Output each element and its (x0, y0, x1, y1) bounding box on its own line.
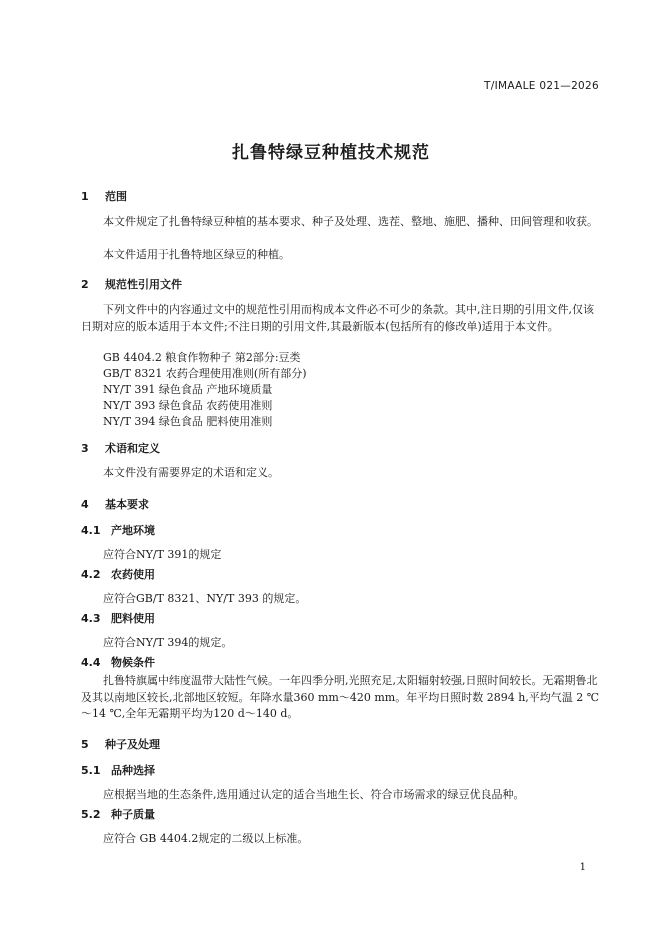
section-3-paragraph-1: 本文件没有需要界定的术语和定义。 (103, 466, 279, 479)
section-number: 5 (81, 738, 89, 751)
section-4-heading (81, 496, 149, 512)
section-title: 范围 (105, 190, 127, 203)
subsection-4-2-heading (81, 566, 155, 582)
subsection-4-4-heading (81, 654, 155, 670)
subsection-4-3-heading (81, 610, 155, 626)
section-number: 3 (81, 442, 89, 455)
page-number: 1 (579, 862, 586, 873)
section-title: 基本要求 (105, 498, 149, 511)
reference-item: GB 4404.2 粮食作物种子 第2部分:豆类 (103, 351, 301, 364)
section-3-heading (81, 440, 160, 456)
subsection-4-1-text: 应符合NY/T 391的规定 (103, 548, 222, 561)
section-5-heading (81, 736, 160, 752)
reference-item: NY/T 394 绿色食品 肥料使用准则 (103, 415, 273, 428)
subsection-5-2-text: 应符合 GB 4404.2规定的二级以上标准。 (103, 832, 309, 845)
subsection-4-4-text: 扎鲁特旗属中纬度温带大陆性气候。一年四季分明,光照充足,太阳辐射较强,日照时间较长。无霜期鲁北及其以南地区较长,北部地区较短。年降水量360 mm～420 mm。年平均日照时数 2894 h,平均气温 2 ℃～14 ℃,全年无霜期平均为120 d～140 d。 (81, 674, 600, 720)
subsection-4-2-text: 应符合GB/T 8321、NY/T 393 的规定。 (103, 592, 307, 605)
subsection-4-1-heading (81, 522, 155, 538)
subsection-number: 5.2 (81, 808, 101, 821)
subsection-title: 物候条件 (111, 656, 155, 669)
reference-item: GB/T 8321 农药合理使用准则(所有部分) (103, 367, 307, 380)
section-number: 1 (81, 190, 89, 203)
subsection-4-3-text: 应符合NY/T 394的规定。 (103, 636, 233, 649)
subsection-title: 肥料使用 (111, 612, 155, 625)
subsection-number: 4.2 (81, 568, 101, 581)
section-number: 2 (81, 278, 89, 291)
subsection-title: 品种选择 (111, 764, 155, 777)
subsection-number: 4.4 (81, 656, 101, 669)
document-title: 扎鲁特绿豆种植技术规范 (232, 143, 430, 163)
subsection-5-1-text: 应根据当地的生态条件,选用通过认定的适合当地生长、符合市场需求的绿豆优良品种。 (103, 788, 525, 801)
reference-item: NY/T 393 绿色食品 农药使用准则 (103, 399, 273, 412)
section-1-paragraph-2: 本文件适用于扎鲁特地区绿豆的种植。 (103, 248, 290, 261)
subsection-number: 5.1 (81, 764, 101, 777)
document-number: T/IMAALE 021—2026 (484, 80, 599, 92)
subsection-5-2-heading (81, 806, 155, 822)
subsection-number: 4.1 (81, 524, 101, 537)
section-1-heading (81, 188, 127, 204)
section-title: 种子及处理 (105, 738, 160, 751)
subsection-title: 产地环境 (111, 524, 155, 537)
section-number: 4 (81, 498, 89, 511)
subsection-number: 4.3 (81, 612, 101, 625)
subsection-title: 种子质量 (111, 808, 155, 821)
section-2-heading (81, 276, 182, 292)
section-title: 术语和定义 (105, 442, 160, 455)
section-title: 规范性引用文件 (105, 278, 182, 291)
section-1-paragraph-1: 本文件规定了扎鲁特绿豆种植的基本要求、种子及处理、选茬、整地、施肥、播种、田间管理和收获。 (103, 215, 598, 228)
reference-item: NY/T 391 绿色食品 产地环境质量 (103, 383, 273, 396)
section-2-paragraph-1: 下列文件中的内容通过文中的规范性引用而构成本文件必不可少的条款。其中,注日期的引用文件,仅该日期对应的版本适用于本文件;不注日期的引用文件,其最新版本(包括所有的修改单)适用于本文件。 (81, 303, 594, 333)
subsection-5-1-heading (81, 762, 155, 778)
subsection-title: 农药使用 (111, 568, 155, 581)
